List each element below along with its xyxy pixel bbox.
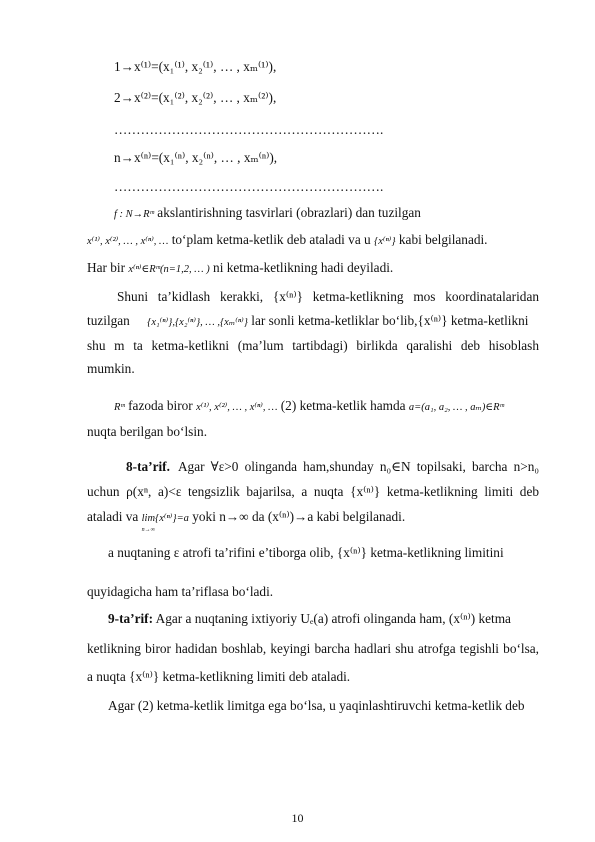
p2-formula-2: x⁽¹⁾, x⁽²⁾, … , x⁽ⁿ⁾, …: [196, 402, 278, 413]
seq-text: to‘plam ketma-ketlik deb ataladi va u: [171, 232, 371, 247]
seq-formula: x⁽¹⁾, x⁽²⁾, … , x⁽ⁿ⁾, …: [87, 236, 169, 247]
para-1-line-c: shu m ta ketma-ketlikni (ma’lum tartibdagi) birlikda qaralishi deb hisoblash: [87, 338, 539, 353]
map-line: [114, 205, 421, 223]
term-text: ni ketma-ketlikning hadi deyiladi.: [213, 260, 394, 275]
def-9-line-c: a nuqta {x⁽ⁿ⁾} ketma-ketlikning limiti deb ataladi.: [87, 669, 351, 684]
para-1-line-b: [87, 313, 528, 331]
seq-line-1: 1→x⁽¹⁾=(x₁⁽¹⁾, x₂⁽¹⁾, … , xₘ⁽¹⁾),: [114, 59, 277, 74]
term-line: [87, 260, 393, 278]
p2-text-2: (2) ketma-ketlik hamda: [280, 398, 406, 413]
def-8-line-a: [126, 459, 539, 475]
map-text: akslantirishning tasvirlari (obrazlari) dan tuzilgan: [157, 205, 421, 220]
dots-line-1: …………………………………………………….: [114, 122, 384, 137]
para-1-line-a: Shuni ta’kidlash kerakki, {x⁽ⁿ⁾} ketma-ketlikning mos koordinatalaridan: [117, 289, 539, 304]
seq-text-2: kabi belgilanadi.: [398, 232, 488, 247]
def-8-text-a: Agar ∀ε>0 olinganda ham,shunday n₀∈N topilsaki, barcha n>n₀: [177, 459, 539, 474]
limit-formula: lim{x⁽ⁿ⁾}=a n→∞: [142, 511, 189, 527]
seq-line-n: n→x⁽ⁿ⁾=(x₁⁽ⁿ⁾, x₂⁽ⁿ⁾, … , xₘ⁽ⁿ⁾),: [114, 150, 278, 165]
para-1-line-d: mumkin.: [87, 361, 135, 376]
para-3-line-a: a nuqtaning ε atrofi ta’rifini e’tiborga olib, {x⁽ⁿ⁾} ketma-ketlikning limitini: [108, 545, 504, 560]
last-line: Agar (2) ketma-ketlik limitga ega bo‘lsa, u yaqinlashtiruvchi ketma-ketlik deb: [108, 698, 525, 713]
map-formula: f : N→Rᵐ: [114, 209, 154, 220]
def-9-line-b: ketlikning biror hadidan boshlab, keyingi barcha hadlari shu atrofga tegishli bo‘lsa,: [87, 641, 539, 656]
def-9-label: 9-ta’rif:: [108, 611, 154, 626]
def-8-line-c: [87, 509, 406, 533]
page-number: 10: [291, 811, 304, 825]
term-formula: x⁽ⁿ⁾∈Rᵐ(n=1,2, … ): [128, 264, 210, 275]
def-8-line-b: uchun ρ(xⁿ, a)<ε tengsizlik bajarilsa, a nuqta {x⁽ⁿ⁾} ketma-ketlikning limiti deb: [87, 484, 539, 499]
def-8-text-c: yoki n→∞ da (x⁽ⁿ⁾)→a kabi belgilanadi.: [192, 509, 406, 524]
para-2-line-b: nuqta berilgan bo‘lsin.: [87, 424, 208, 439]
seq-notation: {x⁽ⁿ⁾}: [374, 236, 396, 247]
def-9-text-a: Agar a nuqtaning ixtiyoriy Uₑ(a) atrofi olinganda ham, (x⁽ⁿ⁾) ketma: [155, 611, 511, 626]
p1b-formula: {x₁⁽ⁿ⁾},{x₂⁽ⁿ⁾}, … ,{xₘ⁽ⁿ⁾}: [147, 317, 248, 328]
p1b-lead: tuzilgan: [87, 313, 130, 328]
p2-formula-1: Rᵐ: [114, 402, 125, 413]
p2-formula-3: a=(a₁, a₂, … , aₘ)∈Rᵐ: [408, 402, 504, 413]
sequence-line: [87, 232, 488, 250]
p1b-text: lar sonli ketma-ketliklar bo‘lib,{x⁽ⁿ⁾} ketma-ketlikni: [251, 313, 529, 328]
limit-subscript: n→∞: [141, 527, 155, 533]
p2-text-1: fazoda biror: [128, 398, 193, 413]
dots-line-2: …………………………………………………….: [114, 179, 384, 194]
seq-line-2: 2→x⁽²⁾=(x₁⁽²⁾, x₂⁽²⁾, … , xₘ⁽²⁾),: [114, 90, 277, 105]
har-bir: Har bir: [87, 260, 126, 275]
def-8-lead: ataladi va: [87, 509, 139, 524]
def-8-label: 8-ta’rif.: [126, 459, 170, 474]
para-2-line-a: [114, 398, 504, 416]
def-9-line-a: [108, 611, 511, 627]
para-3-line-b: quyidagicha ham ta’riflasa bo‘ladi.: [87, 584, 274, 599]
